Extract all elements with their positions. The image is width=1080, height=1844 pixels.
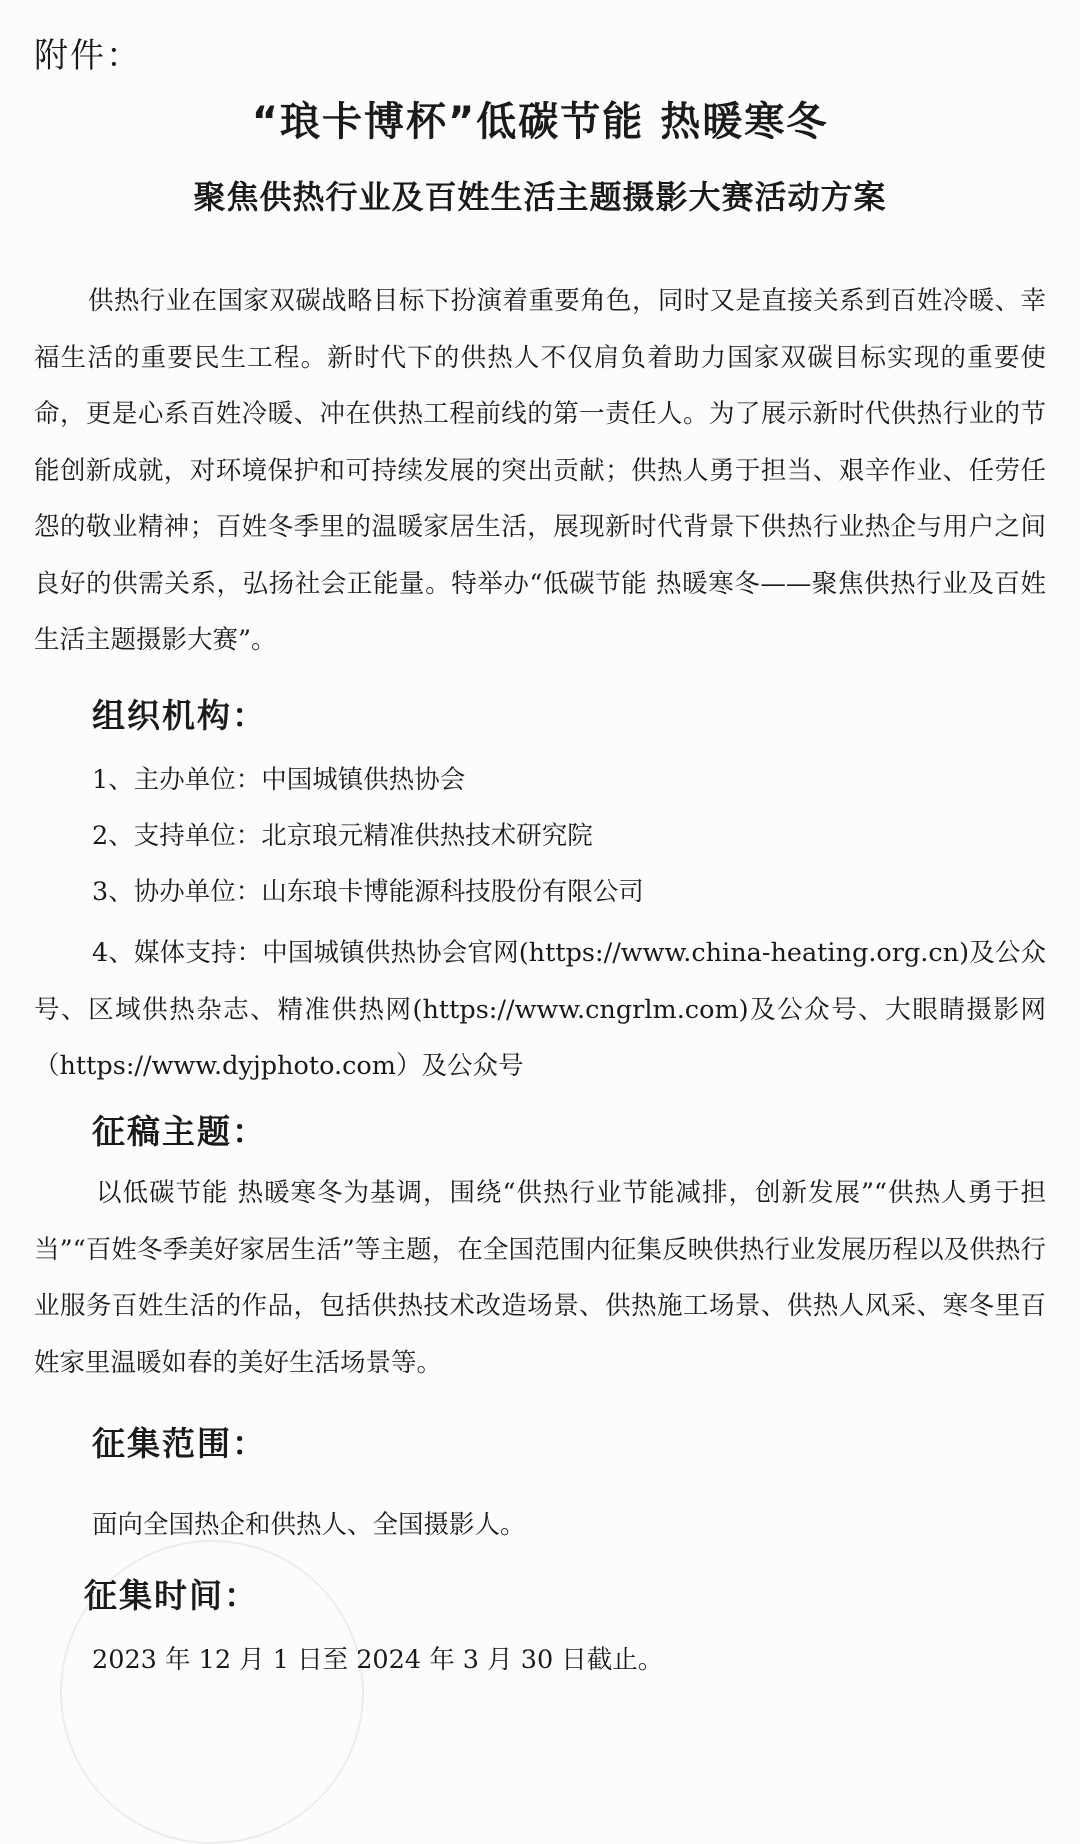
scope-text: 面向全国热企和供热人、全国摄影人。 <box>92 1510 526 1540</box>
organizer-support: 2、支持单位：北京琅元精准供热技术研究院 <box>92 821 593 851</box>
scope-heading: 征集范围： <box>92 1424 267 1463</box>
organizer-co-host: 3、协办单位：山东琅卡博能源科技股份有限公司 <box>92 877 644 907</box>
media-support-paragraph: 4、媒体支持：中国城镇供热协会官网(https://www.china-heating.org.cn)及公众号、区域供热杂志、精准供热网(https://www.cngrlm.com)及公众号、大眼睛摄影网（https://www.dyjphoto.com）及公众号 <box>34 938 1046 1081</box>
theme-paragraph: 以低碳节能 热暖寒冬为基调，围绕“供热行业节能减排，创新发展”“供热人勇于担当”“百姓冬季美好家居生活”等主题，在全国范围内征集反映供热行业发展历程以及供热行业服务百姓生活的作品，包括供热技术改造场景、供热施工场景、供热人风采、寒冬里百姓家里温暖如春的美好生活场景等。 <box>34 1178 1046 1378</box>
organizer-host: 1、主办单位：中国城镇供热协会 <box>92 765 466 795</box>
intro-paragraph: 供热行业在国家双碳战略目标下扮演着重要角色，同时又是直接关系到百姓冷暖、幸福生活的重要民生工程。新时代下的供热人不仅肩负着助力国家双碳目标实现的重要使命，更是心系百姓冷暖、冲在供热工程前线的第一责任人。为了展示新时代供热行业的节能创新成就，对环境保护和可持续发展的突出贡献；供热人勇于担当、艰辛作业、任劳任怨的敬业精神；百姓冬季里的温暖家居生活，展现新时代背景下供热行业热企与用户之间良好的供需关系，弘扬社会正能量。特举办“低碳节能 热暖寒冬——聚焦供热行业及百姓生活主题摄影大赛”。 <box>34 286 1046 655</box>
organization-heading: 组织机构： <box>92 696 267 735</box>
time-heading: 征集时间： <box>84 1576 259 1615</box>
attachment-label: 附件： <box>34 36 142 76</box>
document-subtitle: 聚焦供热行业及百姓生活主题摄影大赛活动方案 <box>193 178 887 216</box>
theme-heading: 征稿主题： <box>92 1112 267 1151</box>
time-text: 2023 年 12 月 1 日至 2024 年 3 月 30 日截止。 <box>92 1645 664 1675</box>
document-title: “琅卡博杯”低碳节能 热暖寒冬 <box>251 99 829 145</box>
